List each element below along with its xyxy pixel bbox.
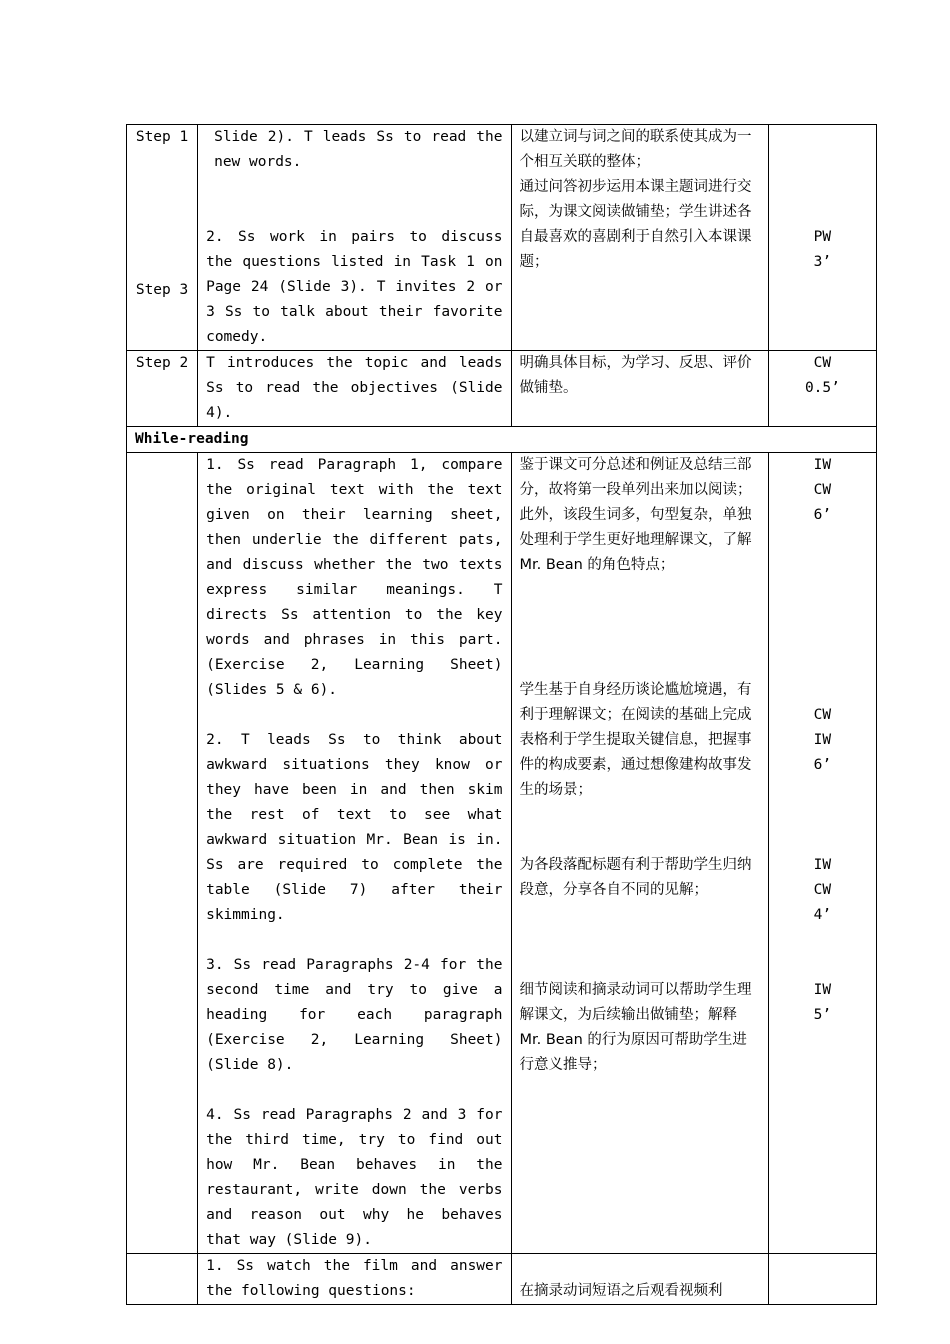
time-text: 6’: [813, 757, 832, 773]
time-text: 5’: [813, 1007, 832, 1023]
mode-text: CW: [813, 355, 832, 371]
mode-time-cell: [768, 125, 876, 351]
activity-text: Slide 2). T leads Ss to read the new words.: [214, 129, 503, 170]
mode-text: IW: [813, 982, 832, 998]
table-row: [127, 453, 877, 1254]
purpose-text: 细节阅读和摘录动词可以帮助学生理解课文，为后续输出做铺垫；解释 Mr. Bean 的行为原因可帮助学生进行意义推导；: [519, 982, 752, 1073]
purpose-text: 学生基于自身经历谈论尴尬境遇，有利于理解课文；在阅读的基础上完成表格利于学生提取关键信息，把握事件的构成要素，通过想像建构故事发生的场景；: [519, 682, 752, 798]
time-text: 0.5’: [804, 380, 840, 396]
mode-text: CW: [813, 882, 832, 898]
activity-text: 2. T leads Ss to think about awkward situations they know or they have been in and then skim the rest of text to see what awkward situation Mr. Bean is in. Ss are required to complete the table (Slide 7) after their skimming.: [206, 732, 503, 923]
step-label: [127, 1254, 198, 1305]
activity-text: 1. Ss read Paragraph 1, compare the original text with the text given on their learning sheet, then underlie the different pats, and discuss whether the two texts express similar meanings. T directs Ss attention to the key words and phrases in this part. (Exercise 2, Learning Sheet) (Slides 5 & 6).: [206, 457, 503, 698]
activity-text: 1. Ss watch the film and answer the following questions:: [206, 1258, 503, 1299]
mode-text: CW: [813, 482, 832, 498]
mode-time-cell: [768, 351, 876, 427]
purpose-text: 鉴于课文可分总述和例证及总结三部分，故将第一段单列出来加以阅读；此外，该段生词多，句型复杂，单独处理利于学生更好地理解课文，了解 Mr. Bean 的角色特点；: [519, 457, 752, 573]
time-text: 3’: [813, 254, 832, 270]
activity-cell: [198, 453, 511, 1254]
time-text: 6’: [813, 507, 832, 523]
mode-text: CW: [813, 707, 832, 723]
mode-text: PW: [813, 229, 832, 245]
step-label: Step 1: [127, 125, 198, 351]
table-row: [127, 1254, 877, 1305]
activity-cell: [198, 351, 511, 427]
step-label-text: Step 3: [135, 282, 189, 298]
purpose-text: 通过问答初步运用本课主题词进行交际，为课文阅读做铺垫；学生讲述各自最喜欢的喜剧利于自然引入本课课题；: [519, 179, 752, 270]
purpose-text: 为各段落配标题有利于帮助学生归纳段意，分享各自不同的见解；: [519, 857, 752, 898]
mode-text: IW: [813, 857, 832, 873]
purpose-text: 以建立词与词之间的联系使其成为一个相互关联的整体；: [519, 129, 752, 170]
table-row: [127, 351, 877, 427]
activity-cell: [198, 1254, 511, 1305]
lesson-plan-table: [126, 124, 877, 1305]
purpose-text: 明确具体目标，为学习、反思、评价做铺垫。: [519, 355, 752, 396]
mode-time-cell: [768, 1254, 876, 1305]
time-text: 4’: [813, 907, 832, 923]
mode-text: IW: [813, 732, 832, 748]
table-row: [127, 125, 877, 351]
purpose-cell: [511, 453, 768, 1254]
activity-text: 4. Ss read Paragraphs 2 and 3 for the third time, try to find out how Mr. Bean behaves in the restaurant, write down the verbs and reason out why he behaves that way (Slide 9).: [206, 1107, 503, 1248]
purpose-cell: [511, 351, 768, 427]
activity-text: T introduces the topic and leads Ss to read the objectives (Slide 4).: [206, 355, 503, 421]
step-label: Step 2: [127, 351, 198, 427]
activity-text: 2. Ss work in pairs to discuss the questions listed in Task 1 on Page 24 (Slide 3). T invites 2 or 3 Ss to talk about their favorite comedy.: [206, 229, 503, 345]
activity-text: 3. Ss read Paragraphs 2-4 for the second time and try to give a heading for each paragraph (Exercise 2, Learning Sheet) (Slide 8).: [206, 957, 503, 1073]
table-row: [127, 427, 877, 453]
purpose-text: 在摘录动词短语之后观看视频利: [519, 1283, 723, 1299]
purpose-cell: [511, 125, 768, 351]
section-heading: While-reading: [127, 427, 877, 453]
purpose-cell: [511, 1254, 768, 1305]
mode-text: IW: [813, 457, 832, 473]
activity-cell: [198, 125, 511, 351]
mode-time-cell: [768, 453, 876, 1254]
